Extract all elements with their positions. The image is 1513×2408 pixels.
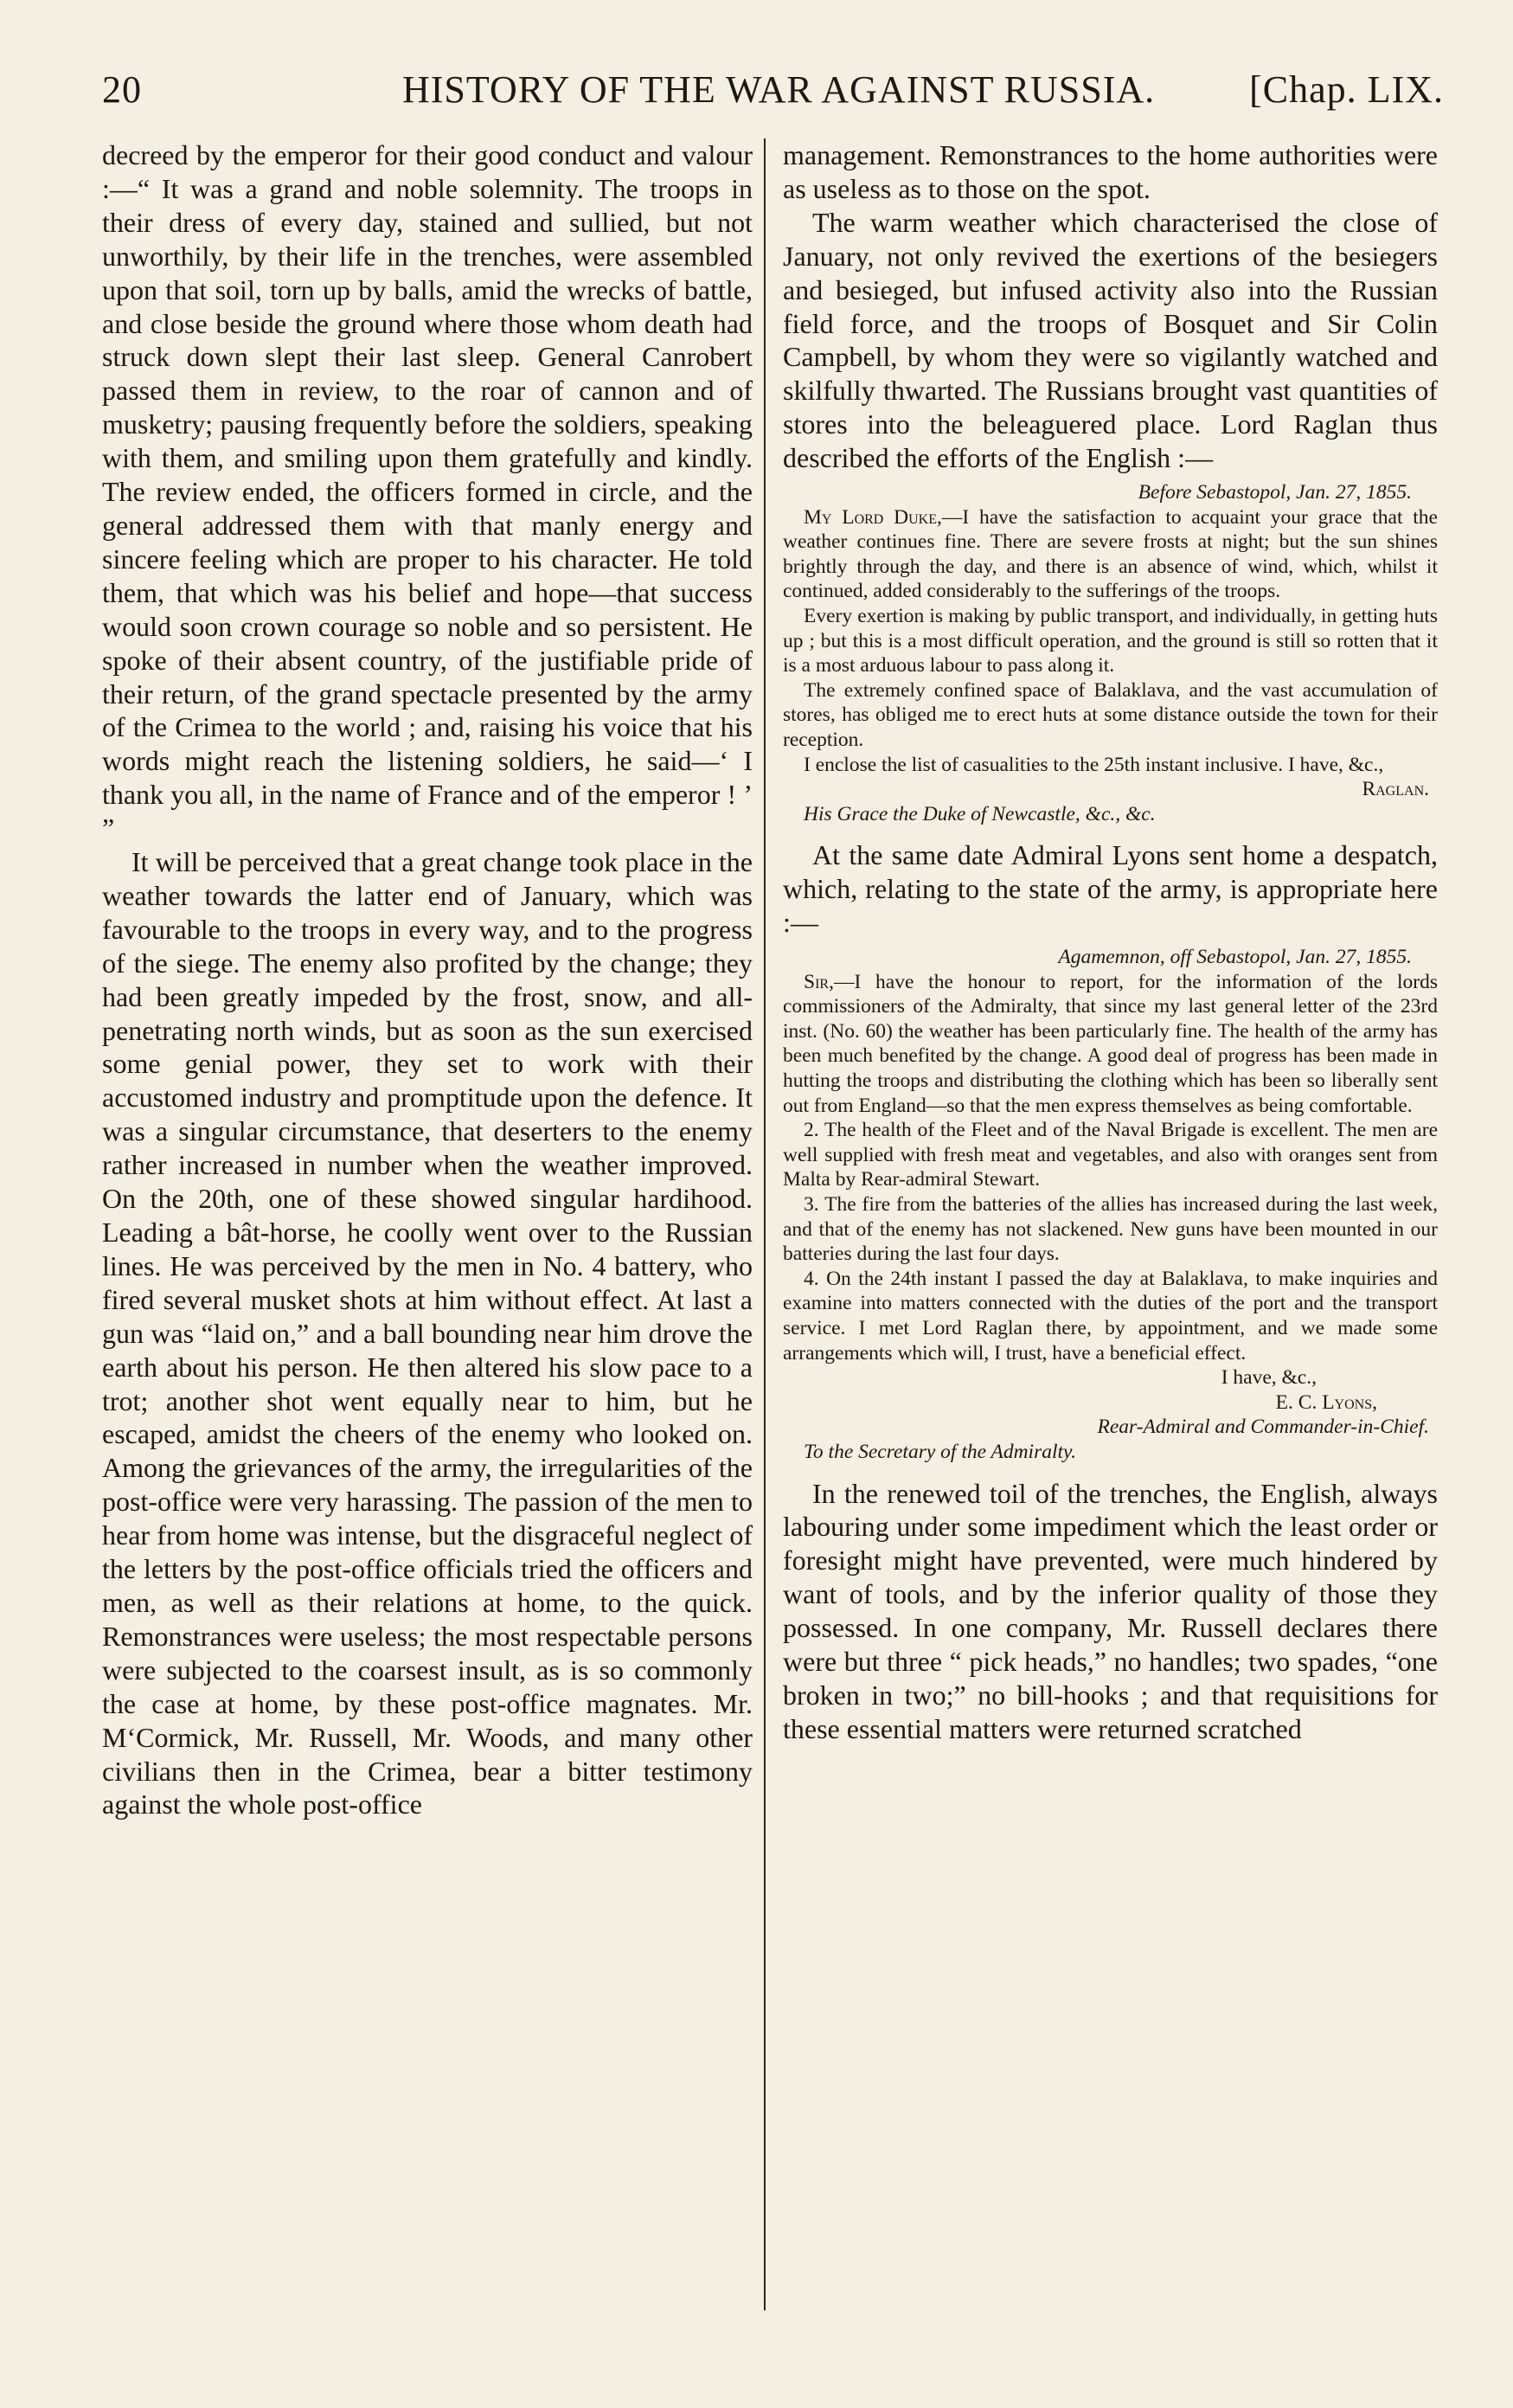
letter-address: To the Secretary of the Admiralty.: [804, 1440, 1077, 1463]
paragraph: At the same date Admiral Lyons sent home a despatch, which, relating to the state of the army, is appropriate here :—: [783, 839, 1438, 939]
letter-dateline: Agamemnon, off Sebastopol, Jan. 27, 1855.: [1058, 946, 1412, 969]
raglan-letter: [783, 475, 1438, 838]
paragraph: In the renewed toil of the trenches, the English, always labouring under some impediment which the least order or foresight might have prevented, were much hindered by want of tools, and by the inferior quality of those they possessed. In one company, Mr. Russell declares there were but three “ pick heads,” no handles; two spades, “one broken in two;” no bill-hooks ; and that requisitions for these essential matters were returned scratched: [783, 1477, 1438, 1744]
letter-text: —I have the satisfaction to acquaint your grace that the weather continues fine. There are severe frosts at night; but the sun shines brightly through the day, and there is an absence of wind, which, whilst it continued, added considerably to the sufferings of the troops.: [783, 505, 1438, 603]
chapter-label: [Chap. LIX.: [1249, 68, 1444, 111]
page-number: 20: [102, 68, 142, 111]
letter-dateline: Before Sebastopol, Jan. 27, 1855.: [1138, 481, 1412, 504]
letter-paragraph: 4. On the 24th instant I passed the day at Balaklava, to make inquiries and examine into matters connected with the duties of the port and the transport service. I met Lord Raglan there, by appointment, and we made some arrangements which will, I trust, have a beneficial effect.: [783, 1267, 1438, 1365]
letter-paragraph: Every exertion is making by public transport, and individually, in getting huts up ; but this is a most difficult operation, and the ground is still so rotten that it is a most arduous labour to pass along it.: [783, 605, 1438, 677]
letter-paragraph: 3. The fire from the batteries of the allies has increased during the last week, and that of the enemy has not slackened. New guns have been mounted in our batteries during the last four days.: [783, 1193, 1438, 1266]
running-title: HISTORY OF THE WAR AGAINST RUSSIA.: [402, 68, 1156, 111]
letter-text: I enclose the list of casualities to the 25th instant inclusive.: [804, 753, 1284, 776]
paragraph: decreed by the emperor for their good conduct and valour :—“ It was a grand and noble solemnity. The troops in their dress of every day, stained and sullied, but not unworthily, by their life in the trenches, were assembled upon that soil, torn up by balls, amid the wrecks of battle, and close beside the ground where those whom death had struck down slept their last sleep. General Canrobert passed them in review, to the roar of cannon and of musketry; pausing frequently before the soldiers, speaking with them, and smiling upon them gratefully and kindly. The review ended, the officers formed in circle, and the general addressed them with that manly energy and sincere feeling which are proper to his character. He told them, that which was his belief and hope—that success would soon crown courage so noble and so persistent. He spoke of their absent country, of the justifiable pride of their return, of the grand spectacle presented by the army of the Crimea to the world ; and, raising his voice that his words might reach the listening soldiers, he said—‘ I thank you all, in the name of France and of the emperor ! ’ ”: [102, 139, 753, 844]
letter-closing: I have, &c.,: [1221, 1366, 1317, 1390]
letter-paragraph: [783, 753, 1438, 778]
letter-paragraph: [783, 505, 1438, 604]
paragraph: management. Remonstrances to the home authorities were as useless as to those on the spot.: [783, 139, 1438, 204]
letter-salutation: My Lord Duke,: [804, 505, 942, 529]
left-column: [102, 138, 753, 1821]
letter-address: His Grace the Duke of Newcastle, &c., &c.: [804, 802, 1156, 825]
letter-salutation: Sir,: [804, 970, 834, 993]
letter-paragraph: 2. The health of the Fleet and of the Naval Brigade is excellent. The men are well supplied with fresh meat and vegetables, and also with oranges sent from Malta by Rear-admiral Stewart.: [783, 1119, 1438, 1191]
column-divider: [764, 138, 766, 2310]
paragraph: The warm weather which characterised the close of January, not only revived the exertions of the besiegers and besieged, but infused activity also into the Russian field force, and the troops of Bosquet and Sir Colin Campbell, by whom they were so vigilantly watched and skilfully thwarted. The Russians brought vast quantities of stores into the beleaguered place. Lord Raglan thus described the efforts of the English :—: [783, 206, 1438, 474]
right-column: [783, 138, 1438, 1746]
letter-paragraph: The extremely confined space of Balaklava, and the vast accumulation of stores, has obliged me to erect huts at some distance outside the town for their reception.: [783, 678, 1438, 751]
letter-closing: I have, &c.,: [1287, 753, 1384, 776]
letter-paragraph: [783, 970, 1438, 1119]
letter-signature: E. C. Lyons,: [1275, 1390, 1377, 1414]
running-header: [0, 0, 1513, 121]
letter-text: —I have the honour to report, for the information of the lords commissioners of the Admiralty, that since my last general letter of the 23rd inst. (No. 60) the weather has been particularly fine. The health of the army has been much benefited by the change. A good deal of progress has been made in hutting the troops and distributing the clothing which has been so liberally sent out from England—so that the men express themselves as being comfortable.: [783, 970, 1438, 1117]
letter-signatory-title: Rear-Admiral and Commander-in-Chief.: [1097, 1416, 1429, 1439]
lyons-letter: [783, 940, 1438, 1476]
paragraph: It will be perceived that a great change took place in the weather towards the latter end of January, which was favourable to the troops in every way, and to the progress of the siege. The enemy also profited by the change; they had been greatly impeded by the frost, snow, and all-penetrating north winds, but as soon as the sun exercised some genial power, they set to work with their accustomed industry and promptitude upon the defence. It was a singular circumstance, that deserters to the enemy rather increased in number when the weather improved. On the 20th, one of these showed singular hardihood. Leading a bât-horse, he coolly went over to the Russian lines. He was perceived by the men in No. 4 battery, who fired several musket shots at him without effect. At last a gun was “laid on,” and a ball bounding near him drove the earth about his person. He then altered his slow pace to a trot; another shot went equally near to him, but he escaped, amidst the cheers of the enemy who looked on. Among the grievances of the army, the irregularities of the post-office were very harassing. The passion of the men to hear from home was intense, but the disgraceful neglect of the letters by the post-office officials tried the officers and men, as well as their relations at home, to the quick. Remonstrances were useless; the most respectable persons were subjected to the coarsest insult, as is so commonly the case at home, by these post-office magnates. Mr. M‘Cormick, Mr. Russell, Mr. Woods, and many other civilians then in the Crimea, bear a bitter testimony against the whole post-office: [102, 846, 753, 1820]
letter-signature: Raglan.: [1362, 778, 1429, 801]
